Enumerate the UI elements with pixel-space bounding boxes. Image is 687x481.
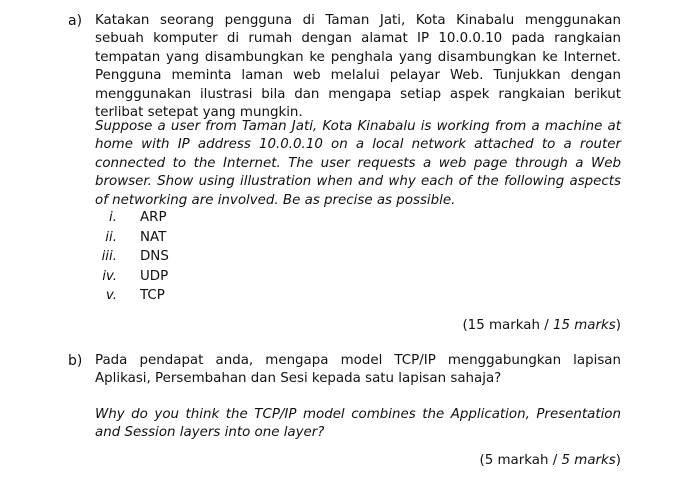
list-item xyxy=(95,286,295,306)
question-b-english-text: Why do you think the TCP/IP model combines the Application, Presentation and Session layers into one layer? xyxy=(95,407,621,441)
list-item xyxy=(95,228,295,248)
question-a-malay-text: Katakan seorang pengguna di Taman Jati, Kota Kinabalu menggunakan sebuah komputer di rumah dengan alamat IP 10.0.0.10 pada rangkaian tempatan yang disambungkan ke penghala yang disambungkan ke Internet. Pengguna meminta laman web melalui pelayar Web. Tunjukkan dengan menggunakan ilustrasi bila dan mengapa setiap aspek rangkaian berikut terlibat setepat yang mungkin. xyxy=(95,13,621,121)
marks-english: 15 marks xyxy=(552,318,616,333)
marks-close: ) xyxy=(615,453,621,468)
question-a-label: a) xyxy=(68,13,83,29)
list-item-text: DNS xyxy=(140,249,169,265)
list-item xyxy=(95,247,295,267)
marks-close: ) xyxy=(615,318,621,333)
question-a-item-list xyxy=(95,208,295,306)
marks-malay: (5 markah / xyxy=(479,453,562,468)
question-b-malay-text: Pada pendapat anda, mengapa model TCP/IP menggabungkan lapisan Aplikasi, Persembahan dan Sesi kepada satu lapisan sahaja? xyxy=(95,353,621,387)
question-b-label: b) xyxy=(68,353,83,369)
question-a-english-text: Suppose a user from Taman Jati, Kota Kinabalu is working from a machine at home with IP address 10.0.0.10 on a local network attached to a router connected to the Internet. The user requests a web page through a Web browser. Show using illustration when and why each of the following aspects of networking are involved. Be as precise as possible. xyxy=(95,119,621,208)
question-b-marks xyxy=(480,452,622,470)
list-item xyxy=(95,267,295,287)
list-item-number: iii. xyxy=(101,249,117,265)
list-item-number: ii. xyxy=(105,229,117,245)
list-item-text: NAT xyxy=(140,229,167,245)
list-item-number: iv. xyxy=(102,268,117,284)
list-item-text: ARP xyxy=(140,210,167,225)
marks-english: 5 marks xyxy=(561,453,616,468)
marks-malay: (15 markah / xyxy=(462,318,553,333)
question-a-marks xyxy=(462,317,621,335)
list-item-number: i. xyxy=(109,210,117,225)
list-item xyxy=(95,208,295,228)
list-item-text: TCP xyxy=(140,288,165,304)
list-item-number: v. xyxy=(105,288,117,304)
list-item-text: UDP xyxy=(140,268,169,284)
